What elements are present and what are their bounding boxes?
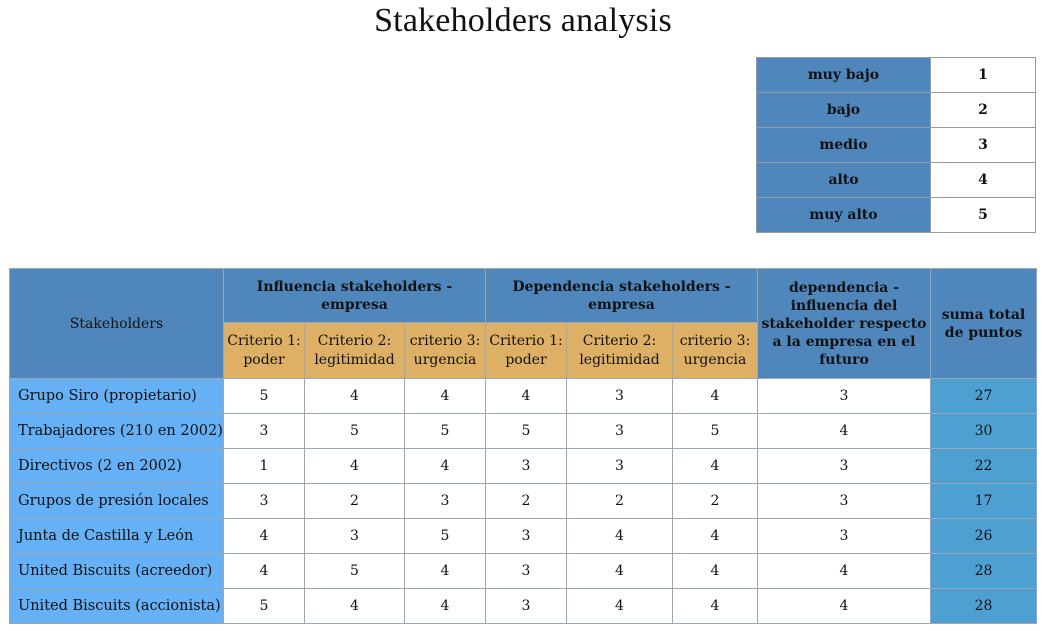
table-row xyxy=(10,484,1037,519)
total-score-cell: 17 xyxy=(931,484,1037,519)
influence-score-cell: 3 xyxy=(305,519,405,554)
total-score-cell: 28 xyxy=(931,589,1037,624)
influence-score-cell: 4 xyxy=(405,554,486,589)
influence-header: Influencia stakeholders - empresa xyxy=(224,269,486,323)
dependence-score-cell: 3 xyxy=(567,414,673,449)
table-row xyxy=(10,449,1037,484)
total-score-cell: 26 xyxy=(931,519,1037,554)
future-header: dependencia - influencia del stakeholder respecto a la empresa en el futuro xyxy=(758,269,931,379)
stakeholder-name-cell: Trabajadores (210 en 2002) xyxy=(10,414,224,449)
influence-score-cell: 3 xyxy=(224,414,305,449)
dependence-score-cell: 4 xyxy=(673,379,758,414)
dependence-score-cell: 4 xyxy=(567,589,673,624)
scale-row xyxy=(757,128,1036,163)
influence-score-cell: 4 xyxy=(305,589,405,624)
dependence-score-cell: 3 xyxy=(486,554,567,589)
influence-criterion-1: Criterio 1: poder xyxy=(224,323,305,379)
stakeholder-name-cell: Junta de Castilla y León xyxy=(10,519,224,554)
future-score-cell: 3 xyxy=(758,449,931,484)
dependence-score-cell: 3 xyxy=(486,519,567,554)
scale-row xyxy=(757,198,1036,233)
influence-score-cell: 4 xyxy=(224,554,305,589)
page-title: Stakeholders analysis xyxy=(374,2,672,39)
stakeholder-name-cell: Grupos de presión locales xyxy=(10,484,224,519)
dependence-score-cell: 2 xyxy=(486,484,567,519)
dependence-score-cell: 4 xyxy=(673,449,758,484)
total-score-cell: 28 xyxy=(931,554,1037,589)
dependence-header: Dependencia stakeholders - empresa xyxy=(486,269,758,323)
scale-value: 2 xyxy=(931,93,1036,128)
dependence-score-cell: 2 xyxy=(567,484,673,519)
total-score-cell: 30 xyxy=(931,414,1037,449)
dependence-criterion-1: Criterio 1: poder xyxy=(486,323,567,379)
scale-value: 4 xyxy=(931,163,1036,198)
influence-score-cell: 5 xyxy=(305,414,405,449)
influence-score-cell: 4 xyxy=(405,589,486,624)
dependence-score-cell: 3 xyxy=(567,379,673,414)
future-score-cell: 3 xyxy=(758,484,931,519)
dependence-score-cell: 4 xyxy=(486,379,567,414)
scale-value: 1 xyxy=(931,58,1036,93)
scale-value: 5 xyxy=(931,198,1036,233)
stakeholder-name-cell: Directivos (2 en 2002) xyxy=(10,449,224,484)
scale-label: muy bajo xyxy=(757,58,931,93)
scale-legend-table xyxy=(756,57,1036,233)
stakeholder-name-cell: United Biscuits (accionista) xyxy=(10,589,224,624)
scale-row xyxy=(757,58,1036,93)
stakeholder-name-cell: Grupo Siro (propietario) xyxy=(10,379,224,414)
influence-score-cell: 4 xyxy=(405,449,486,484)
influence-score-cell: 5 xyxy=(405,519,486,554)
future-score-cell: 4 xyxy=(758,414,931,449)
table-row xyxy=(10,589,1037,624)
influence-score-cell: 4 xyxy=(224,519,305,554)
future-score-cell: 3 xyxy=(758,519,931,554)
scale-label: muy alto xyxy=(757,198,931,233)
table-row xyxy=(10,414,1037,449)
scale-row xyxy=(757,93,1036,128)
dependence-score-cell: 5 xyxy=(673,414,758,449)
scale-row xyxy=(757,163,1036,198)
scale-value: 3 xyxy=(931,128,1036,163)
future-score-cell: 4 xyxy=(758,554,931,589)
influence-score-cell: 2 xyxy=(305,484,405,519)
dependence-criterion-3: criterio 3: urgencia xyxy=(673,323,758,379)
influence-score-cell: 5 xyxy=(405,414,486,449)
dependence-score-cell: 4 xyxy=(673,519,758,554)
influence-criterion-3: criterio 3: urgencia xyxy=(405,323,486,379)
dependence-score-cell: 3 xyxy=(486,589,567,624)
influence-criterion-2: Criterio 2: legitimidad xyxy=(305,323,405,379)
stakeholders-table xyxy=(9,268,1037,624)
influence-score-cell: 4 xyxy=(305,449,405,484)
stakeholders-header: Stakeholders xyxy=(10,269,224,379)
dependence-score-cell: 5 xyxy=(486,414,567,449)
table-row xyxy=(10,379,1037,414)
dependence-score-cell: 2 xyxy=(673,484,758,519)
scale-label: alto xyxy=(757,163,931,198)
table-row xyxy=(10,554,1037,589)
influence-score-cell: 4 xyxy=(305,379,405,414)
influence-score-cell: 5 xyxy=(305,554,405,589)
total-score-cell: 27 xyxy=(931,379,1037,414)
dependence-score-cell: 4 xyxy=(673,589,758,624)
dependence-score-cell: 3 xyxy=(567,449,673,484)
influence-score-cell: 5 xyxy=(224,379,305,414)
future-score-cell: 3 xyxy=(758,379,931,414)
table-row xyxy=(10,519,1037,554)
scale-label: bajo xyxy=(757,93,931,128)
dependence-score-cell: 4 xyxy=(673,554,758,589)
dependence-criterion-2: Criterio 2: legitimidad xyxy=(567,323,673,379)
dependence-score-cell: 4 xyxy=(567,554,673,589)
stakeholder-name-cell: United Biscuits (acreedor) xyxy=(10,554,224,589)
dependence-score-cell: 3 xyxy=(486,449,567,484)
scale-label: medio xyxy=(757,128,931,163)
influence-score-cell: 4 xyxy=(405,379,486,414)
influence-score-cell: 1 xyxy=(224,449,305,484)
influence-score-cell: 5 xyxy=(224,589,305,624)
dependence-score-cell: 4 xyxy=(567,519,673,554)
total-score-cell: 22 xyxy=(931,449,1037,484)
influence-score-cell: 3 xyxy=(405,484,486,519)
influence-score-cell: 3 xyxy=(224,484,305,519)
future-score-cell: 4 xyxy=(758,589,931,624)
total-header: suma total de puntos xyxy=(931,269,1037,379)
